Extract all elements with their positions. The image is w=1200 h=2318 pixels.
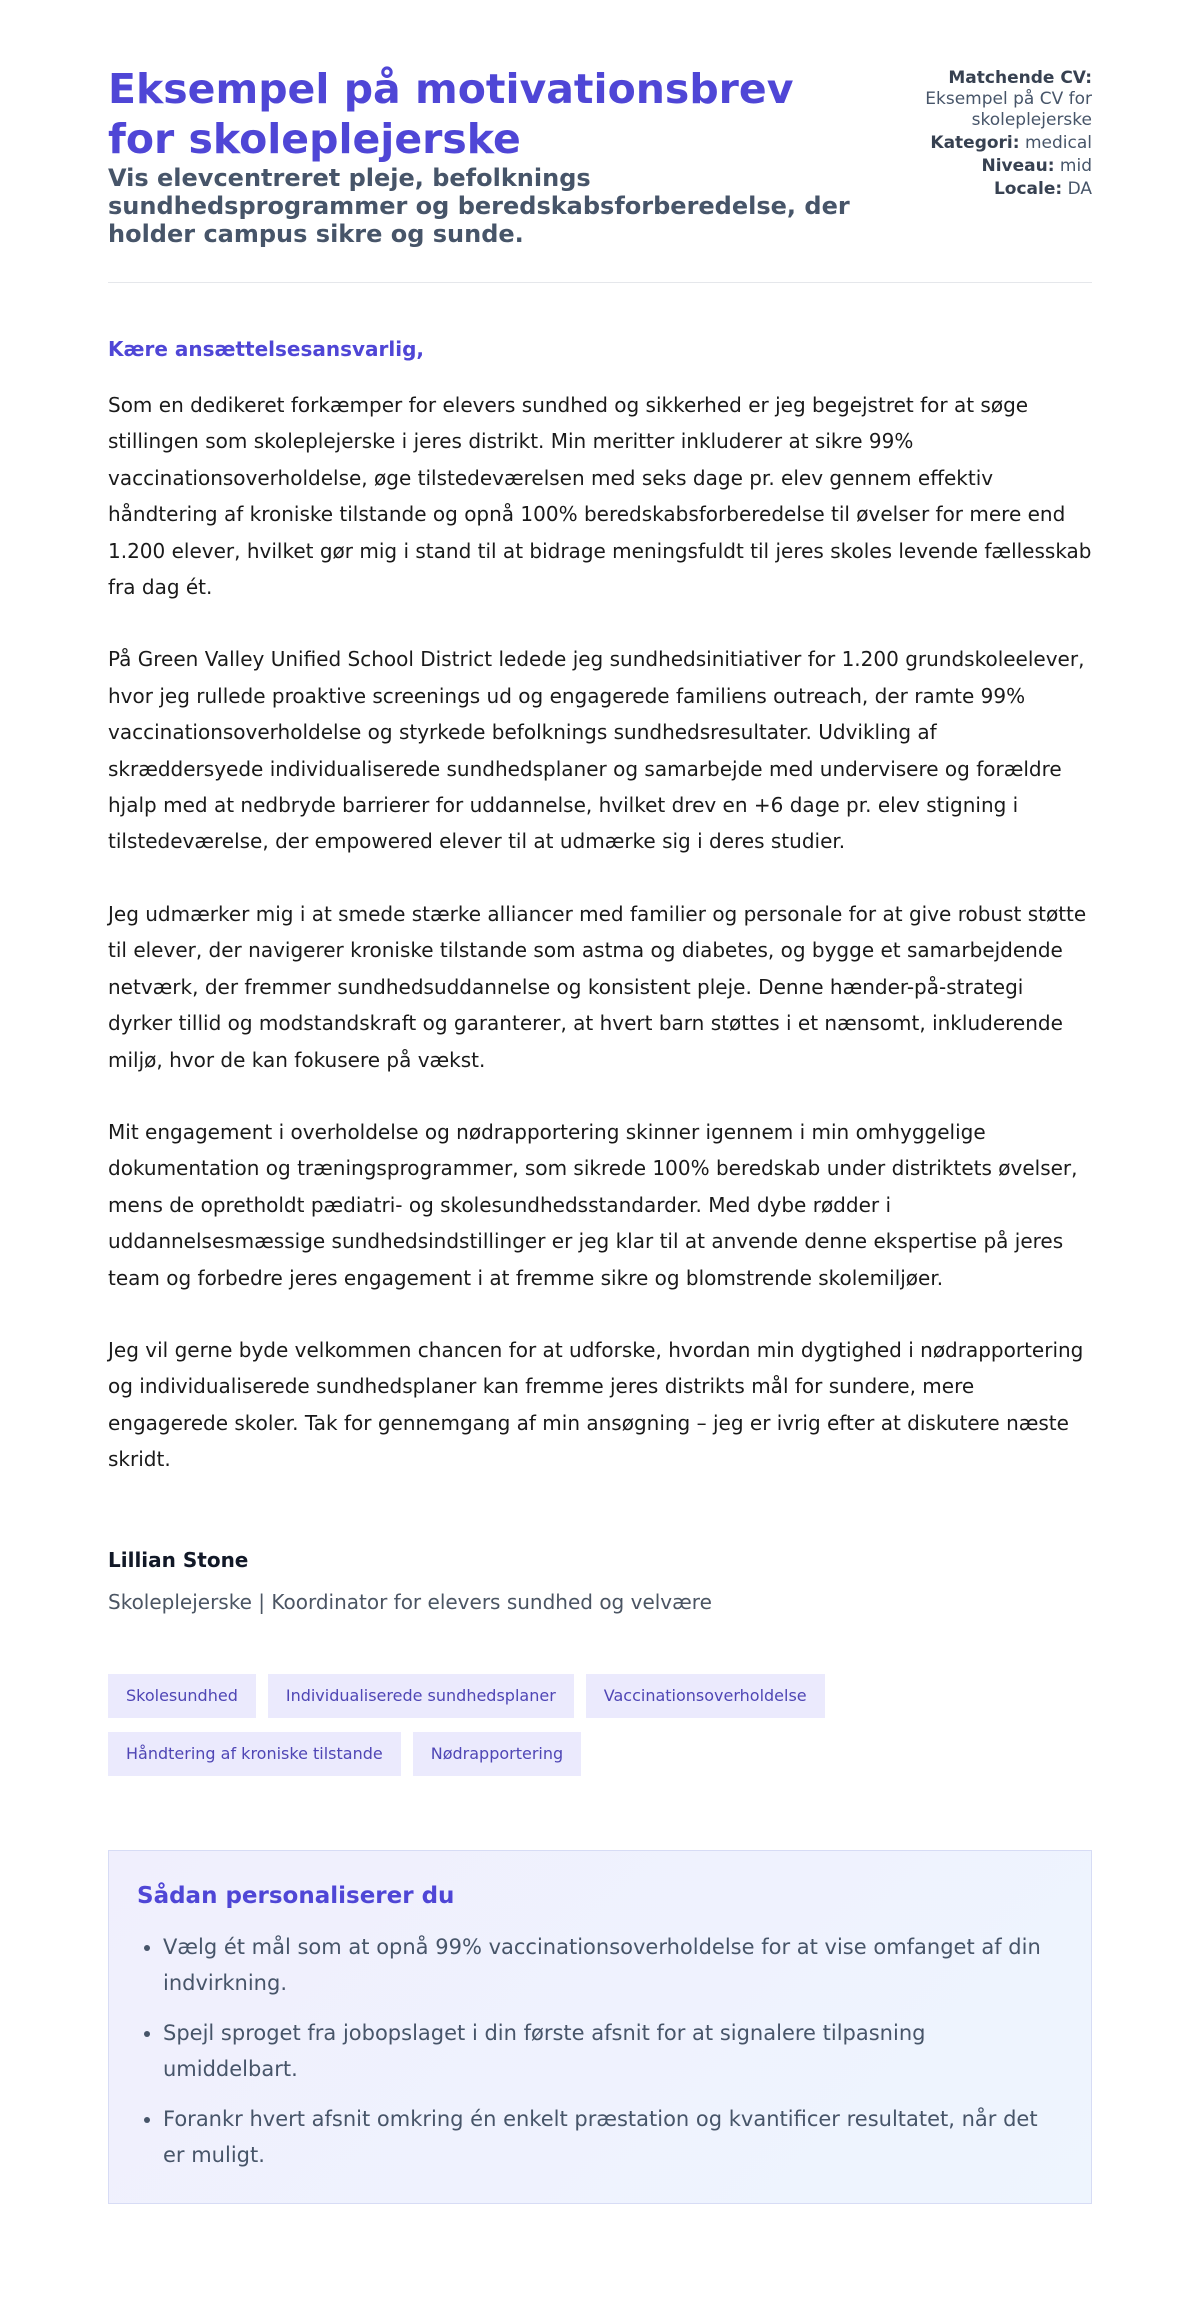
signature-name: Lillian Stone xyxy=(108,1547,249,1572)
page-title: Eksempel på motivationsbrev for skoleplejerske xyxy=(108,65,794,163)
header-divider xyxy=(108,282,1092,283)
meta-locale-value: DA xyxy=(1067,179,1092,199)
tips-list xyxy=(137,1929,1063,2173)
skill-tag: Individualiserede sundhedsplaner xyxy=(268,1674,574,1718)
personalize-tips-box xyxy=(108,1850,1092,2204)
letter-body xyxy=(108,335,1092,1478)
page-subtitle: Vis elevcentreret pleje, befolknings sundhedsprogrammer og beredskabsforberedelse, der holder campus sikre og sunde. xyxy=(108,164,850,248)
meta-category-label: Kategori: xyxy=(930,133,1020,153)
meta-level-value: mid xyxy=(1059,156,1092,176)
meta-locale xyxy=(868,179,1092,200)
meta-matching-cv-label: Matchende CV: xyxy=(948,68,1092,88)
header-text xyxy=(108,64,868,248)
letter-paragraph: Som en dedikeret forkæmper for elevers sundhed og sikkerhed er jeg begejstret for at søge stillingen som skoleplejerske i jeres distrikt. Min meritter inkluderer at sikre 99% vaccinationsoverholdelse, øge tilstedeværelsen med seks dage pr. elev gennem effektiv håndtering af kroniske tilstande og opnå 100% beredskabsforberedelse til øvelser for mere end 1.200 elever, hvilket gør mig i stand til at bidrage meningsfuldt til jeres skoles levende fællesskab fra dag ét. xyxy=(108,393,1092,600)
meta-panel xyxy=(868,64,1092,248)
letter-greeting: Kære ansættelsesansvarlig, xyxy=(108,337,425,361)
meta-locale-label: Locale: xyxy=(993,179,1063,199)
meta-level-label: Niveau: xyxy=(981,156,1055,176)
skill-tag: Skolesundhed xyxy=(108,1674,256,1718)
tip-item: • Vælg ét mål som at opnå 99% vaccinationsoverholdelse for at vise omfanget af din indvirkning. xyxy=(163,1929,1063,2001)
meta-level xyxy=(868,156,1092,177)
meta-matching-cv xyxy=(868,68,1092,131)
signature-role: Skoleplejerske | Koordinator for elevers sundhed og velvære xyxy=(108,1589,712,1614)
letter-paragraph: Mit engagement i overholdelse og nødrapportering skinner igennem i min omhyggelige dokumentation og træningsprogrammer, som sikrede 100% beredskab under distriktets øvelser, mens de opretholdt pædiatri- og skolesundhedsstandarder. Med dybe rødder i uddannelsesmæssige sundhedsindstillinger er jeg klar til at anvende denne ekspertise på jeres team og forbedre jeres engagement i at fremme sikre og blomstrende skolemiljøer. xyxy=(108,1119,1078,1290)
meta-category-value: medical xyxy=(1024,133,1092,153)
tip-item: • Spejl sproget fra jobopslaget i din første afsnit for at signalere tilpasning umiddelbart. xyxy=(163,2015,1063,2087)
tip-item: • Forankr hvert afsnit omkring én enkelt præstation og kvantificer resultatet, når det er muligt. xyxy=(163,2101,1063,2173)
skill-tag: Nødrapportering xyxy=(413,1732,581,1776)
skill-tag: Vaccinationsoverholdelse xyxy=(586,1674,825,1718)
page-header xyxy=(108,0,1092,248)
tips-title: Sådan personaliserer du xyxy=(137,1882,455,1909)
letter-paragraph: På Green Valley Unified School District ledede jeg sundhedsinitiativer for 1.200 grundskoleelever, hvor jeg rullede proaktive screenings ud og engagerede familiens outreach, der ramte 99% vaccinationsoverholdelse og styrkede befolknings sundhedsresultater. Udvikling af skræddersyede individualiserede sundhedsplaner og samarbejde med undervisere og forældre hjalp med at nedbryde barrierer for uddannelse, hvilket drev en +6 dage pr. elev stigning i tilstedeværelse, der empowered elever til at udmærke sig i deres studier. xyxy=(108,647,1085,854)
letter-paragraph: Jeg vil gerne byde velkommen chancen for at udforske, hvordan min dygtighed i nødrapportering og individualiserede sundhedsplaner kan fremme jeres distrikts mål for sundere, mere engagerede skoler. Tak for gennemgang af min ansøgning – jeg er ivrig efter at diskutere næste skridt. xyxy=(108,1337,1084,1472)
skill-tags xyxy=(108,1674,908,1776)
signature-block xyxy=(108,1546,1092,1616)
letter-paragraph: Jeg udmærker mig i at smede stærke alliancer med familier og personale for at give robust støtte til elever, der navigerer kroniske tilstande som astma og diabetes, og bygge et samarbejdende netværk, der fremmer sundhedsuddannelse og konsistent pleje. Denne hænder-på-strategi dyrker tillid og modstandskraft og garanterer, at hvert barn støttes i et nænsomt, inkluderende miljø, hvor de kan fokusere på vækst. xyxy=(108,901,1087,1072)
meta-category xyxy=(868,133,1092,154)
skill-tag: Håndtering af kroniske tilstande xyxy=(108,1732,401,1776)
meta-matching-cv-link[interactable]: Eksempel på CV for skoleplejerske xyxy=(925,89,1092,130)
